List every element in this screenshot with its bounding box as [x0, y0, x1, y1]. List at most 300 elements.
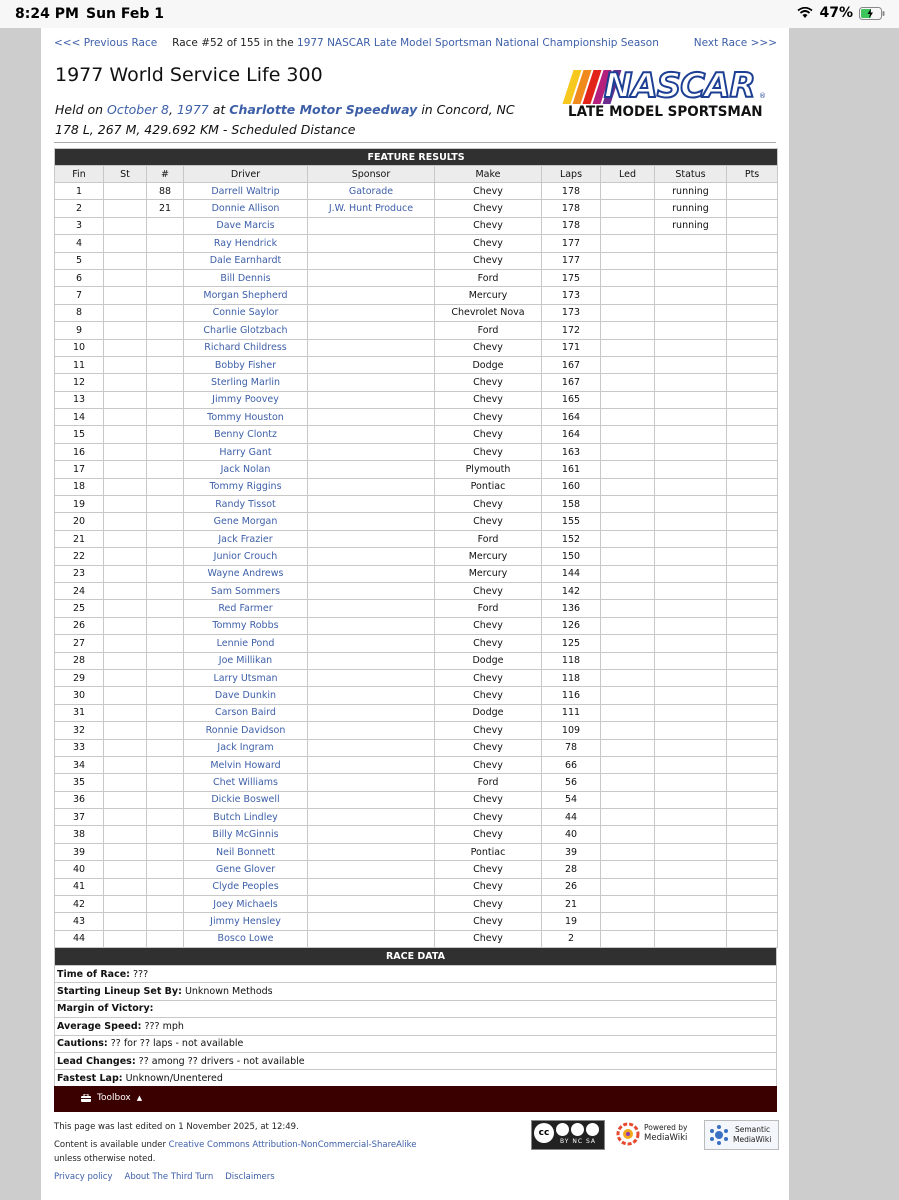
make-cell: Chevy	[435, 756, 542, 773]
driver-link[interactable]: Bill Dennis	[184, 269, 308, 286]
points-cell	[727, 183, 778, 200]
table-row	[55, 287, 778, 304]
laps-cell: 116	[542, 687, 601, 704]
status-cell	[655, 235, 727, 252]
car-number-cell	[147, 374, 184, 391]
finish-cell: 13	[55, 391, 104, 408]
laps-cell: 172	[542, 322, 601, 339]
smw-text-2: MediaWiki	[733, 1135, 772, 1144]
table-row	[55, 913, 778, 930]
driver-link[interactable]: Bosco Lowe	[184, 930, 308, 947]
laps-cell: 26	[542, 878, 601, 895]
points-cell	[727, 878, 778, 895]
car-number-cell	[147, 809, 184, 826]
status-cell	[655, 548, 727, 565]
make-cell: Pontiac	[435, 478, 542, 495]
start-cell	[104, 391, 147, 408]
status-cell	[655, 600, 727, 617]
driver-link[interactable]: Joey Michaels	[184, 896, 308, 913]
finish-cell: 40	[55, 861, 104, 878]
race-data-cell	[55, 1018, 777, 1035]
season-link[interactable]: 1977 NASCAR Late Model Sportsman National Championship Season	[297, 37, 659, 49]
points-cell	[727, 461, 778, 478]
table-row	[55, 548, 778, 565]
sponsor-link	[308, 565, 435, 582]
led-cell	[601, 739, 655, 756]
driver-link[interactable]: Sam Sommers	[184, 582, 308, 599]
status-cell	[655, 739, 727, 756]
sponsor-link	[308, 861, 435, 878]
toolbox-bar	[54, 1086, 777, 1112]
sponsor-link	[308, 252, 435, 269]
semantic-mediawiki-icon	[708, 1124, 730, 1146]
status-cell	[655, 843, 727, 860]
driver-link[interactable]: Junior Crouch	[184, 548, 308, 565]
driver-link[interactable]: Jimmy Hensley	[184, 913, 308, 930]
footer-links	[54, 1172, 275, 1182]
column-header: Laps	[542, 166, 601, 183]
driver-link[interactable]: Gene Glover	[184, 861, 308, 878]
car-number-cell	[147, 582, 184, 599]
driver-link[interactable]: Darrell Waltrip	[184, 183, 308, 200]
led-cell	[601, 600, 655, 617]
column-header: Fin	[55, 166, 104, 183]
sponsor-link	[308, 304, 435, 321]
driver-link[interactable]: Carson Baird	[184, 704, 308, 721]
held-sep: ,	[168, 102, 173, 117]
led-cell	[601, 391, 655, 408]
race-data-cell	[55, 1000, 777, 1017]
led-cell	[601, 704, 655, 721]
finish-cell: 26	[55, 617, 104, 634]
car-number-cell	[147, 878, 184, 895]
driver-link[interactable]: Donnie Allison	[184, 200, 308, 217]
finish-cell: 25	[55, 600, 104, 617]
make-cell: Chevy	[435, 339, 542, 356]
driver-link[interactable]: Sterling Marlin	[184, 374, 308, 391]
driver-link[interactable]: Dickie Boswell	[184, 791, 308, 808]
driver-link[interactable]: Lennie Pond	[184, 635, 308, 652]
table-row	[55, 269, 778, 286]
sponsor-link	[308, 722, 435, 739]
race-navigation	[54, 37, 777, 51]
race-data-value: ?? for ?? laps - not available	[110, 1038, 244, 1050]
points-cell	[727, 791, 778, 808]
driver-link[interactable]: Dave Marcis	[184, 217, 308, 234]
race-data-label: Fastest Lap:	[57, 1073, 123, 1085]
date-link[interactable]: October 8	[107, 102, 169, 117]
laps-cell: 56	[542, 774, 601, 791]
car-number-cell	[147, 687, 184, 704]
sponsor-link	[308, 600, 435, 617]
start-cell	[104, 217, 147, 234]
sponsor-link	[308, 513, 435, 530]
car-number-cell	[147, 461, 184, 478]
driver-link[interactable]: Billy McGinnis	[184, 826, 308, 843]
by-icon	[556, 1123, 569, 1136]
make-cell: Mercury	[435, 548, 542, 565]
car-number-cell	[147, 843, 184, 860]
finish-cell: 44	[55, 930, 104, 947]
laps-cell: 164	[542, 426, 601, 443]
led-cell	[601, 356, 655, 373]
race-data-cell	[55, 1052, 777, 1069]
status-cell	[655, 896, 727, 913]
make-cell: Chevy	[435, 513, 542, 530]
make-cell: Ford	[435, 530, 542, 547]
laps-cell: 40	[542, 826, 601, 843]
make-cell: Chevy	[435, 896, 542, 913]
start-cell	[104, 409, 147, 426]
race-data-value: Unknown Methods	[184, 986, 273, 998]
laps-cell: 28	[542, 861, 601, 878]
sponsor-link	[308, 791, 435, 808]
driver-link[interactable]: Jack Nolan	[184, 461, 308, 478]
wifi-icon	[797, 7, 813, 19]
led-cell	[601, 878, 655, 895]
make-cell: Dodge	[435, 704, 542, 721]
race-position-text: Race #52 of 155 in the	[172, 37, 294, 49]
finish-cell: 33	[55, 739, 104, 756]
driver-link[interactable]: Clyde Peoples	[184, 878, 308, 895]
logo-registered: ®	[759, 92, 766, 100]
finish-cell: 28	[55, 652, 104, 669]
points-cell	[727, 896, 778, 913]
points-cell	[727, 756, 778, 773]
laps-cell: 144	[542, 565, 601, 582]
status-cell	[655, 652, 727, 669]
status-cell	[655, 513, 727, 530]
points-cell	[727, 861, 778, 878]
table-row	[55, 704, 778, 721]
points-cell	[727, 809, 778, 826]
start-cell	[104, 496, 147, 513]
cc-license-badge[interactable]	[531, 1120, 605, 1150]
status-cell	[655, 409, 727, 426]
race-data-body	[55, 966, 777, 1088]
sponsor-link	[308, 826, 435, 843]
disclaimers-link[interactable]: Disclaimers	[225, 1172, 275, 1182]
table-row	[55, 409, 778, 426]
car-number-cell	[147, 791, 184, 808]
driver-link[interactable]: Bobby Fisher	[184, 356, 308, 373]
status-cell	[655, 722, 727, 739]
points-cell	[727, 774, 778, 791]
driver-link[interactable]: Larry Utsman	[184, 669, 308, 686]
finish-cell: 5	[55, 252, 104, 269]
make-cell: Chevy	[435, 443, 542, 460]
license-prefix: Content is available under	[54, 1140, 166, 1150]
race-data-value: ??? mph	[144, 1020, 184, 1032]
car-number-cell	[147, 739, 184, 756]
driver-link[interactable]: Dave Dunkin	[184, 687, 308, 704]
start-cell	[104, 530, 147, 547]
race-data-row	[55, 1018, 777, 1035]
driver-link[interactable]: Dale Earnhardt	[184, 252, 308, 269]
driver-link[interactable]: Tommy Houston	[184, 409, 308, 426]
held-prefix: Held on	[55, 102, 104, 117]
semantic-mediawiki-badge[interactable]	[704, 1120, 779, 1150]
make-cell: Dodge	[435, 652, 542, 669]
laps-cell: 19	[542, 913, 601, 930]
car-number-cell	[147, 548, 184, 565]
laps-cell: 78	[542, 739, 601, 756]
start-cell	[104, 617, 147, 634]
driver-link[interactable]: Melvin Howard	[184, 756, 308, 773]
next-race-link[interactable]: Next Race >>>	[693, 37, 777, 49]
finish-cell: 36	[55, 791, 104, 808]
car-number-cell	[147, 722, 184, 739]
led-cell	[601, 913, 655, 930]
status-cell	[655, 391, 727, 408]
race-data-label: Time of Race:	[57, 968, 130, 980]
table-row	[55, 617, 778, 634]
status-cell	[655, 339, 727, 356]
logo-nascar-text: NASCAR	[604, 66, 755, 106]
sponsor-link	[308, 217, 435, 234]
laps-cell: 2	[542, 930, 601, 947]
finish-cell: 2	[55, 200, 104, 217]
driver-link[interactable]: Charlie Glotzbach	[184, 322, 308, 339]
powered-by-mediawiki-badge[interactable]	[616, 1120, 694, 1148]
sponsor-link	[308, 913, 435, 930]
start-cell	[104, 461, 147, 478]
led-cell	[601, 252, 655, 269]
license-link[interactable]: Creative Commons Attribution-NonCommercial-ShareAlike	[168, 1140, 417, 1150]
start-cell	[104, 774, 147, 791]
finish-cell: 18	[55, 478, 104, 495]
points-cell	[727, 322, 778, 339]
driver-link[interactable]: Jack Frazier	[184, 530, 308, 547]
make-cell: Pontiac	[435, 843, 542, 860]
table-row	[55, 339, 778, 356]
led-cell	[601, 548, 655, 565]
led-cell	[601, 669, 655, 686]
driver-link[interactable]: Red Farmer	[184, 600, 308, 617]
start-cell	[104, 287, 147, 304]
table-row	[55, 513, 778, 530]
start-cell	[104, 356, 147, 373]
make-cell: Chevy	[435, 496, 542, 513]
sponsor-link	[308, 635, 435, 652]
led-cell	[601, 496, 655, 513]
finish-cell: 43	[55, 913, 104, 930]
table-row	[55, 391, 778, 408]
results-column-headers	[55, 166, 778, 183]
sponsor-link	[308, 617, 435, 634]
car-number-cell	[147, 565, 184, 582]
driver-link[interactable]: Ronnie Davidson	[184, 722, 308, 739]
start-cell	[104, 913, 147, 930]
status-cell	[655, 878, 727, 895]
finish-cell: 23	[55, 565, 104, 582]
sponsor-link	[308, 409, 435, 426]
make-cell: Chevy	[435, 809, 542, 826]
led-cell	[601, 635, 655, 652]
sponsor-link	[308, 443, 435, 460]
start-cell	[104, 200, 147, 217]
race-data-label: Cautions:	[57, 1038, 108, 1050]
status-cell: running	[655, 200, 727, 217]
car-number-cell	[147, 756, 184, 773]
make-cell: Chevy	[435, 826, 542, 843]
mw-name-text: MediaWiki	[644, 1133, 688, 1143]
status-cell	[655, 496, 727, 513]
driver-link[interactable]: Morgan Shepherd	[184, 287, 308, 304]
driver-link[interactable]: Jack Ingram	[184, 739, 308, 756]
points-cell	[727, 478, 778, 495]
driver-link[interactable]: Tommy Robbs	[184, 617, 308, 634]
laps-cell: 155	[542, 513, 601, 530]
track-link[interactable]: Charlotte Motor Speedway	[229, 102, 418, 117]
finish-cell: 37	[55, 809, 104, 826]
laps-cell: 152	[542, 530, 601, 547]
laps-cell: 126	[542, 617, 601, 634]
column-header: Status	[655, 166, 727, 183]
points-cell	[727, 826, 778, 843]
status-date: Sun Feb 1	[86, 6, 165, 22]
points-cell	[727, 548, 778, 565]
finish-cell: 19	[55, 496, 104, 513]
start-cell	[104, 339, 147, 356]
table-row	[55, 826, 778, 843]
start-cell	[104, 843, 147, 860]
sponsor-link[interactable]: Gatorade	[308, 183, 435, 200]
car-number-cell	[147, 409, 184, 426]
start-cell	[104, 809, 147, 826]
sponsor-link	[308, 687, 435, 704]
points-cell	[727, 287, 778, 304]
driver-link[interactable]: Harry Gant	[184, 443, 308, 460]
sponsor-link	[308, 287, 435, 304]
toolbox-label: Toolbox	[97, 1093, 131, 1103]
laps-cell: 177	[542, 252, 601, 269]
sponsor-link[interactable]: J.W. Hunt Produce	[308, 200, 435, 217]
status-cell	[655, 913, 727, 930]
driver-link[interactable]: Tommy Riggins	[184, 478, 308, 495]
column-header: Pts	[727, 166, 778, 183]
privacy-policy-link[interactable]: Privacy policy	[54, 1172, 113, 1182]
make-cell: Ford	[435, 322, 542, 339]
make-cell: Chevy	[435, 913, 542, 930]
led-cell	[601, 409, 655, 426]
mediawiki-flower-icon	[616, 1122, 640, 1146]
car-number-cell	[147, 426, 184, 443]
driver-link[interactable]: Wayne Andrews	[184, 565, 308, 582]
status-right	[797, 5, 885, 21]
points-cell	[727, 409, 778, 426]
points-cell	[727, 652, 778, 669]
status-cell	[655, 930, 727, 947]
sponsor-link	[308, 652, 435, 669]
previous-race-link[interactable]: <<< Previous Race	[54, 37, 158, 49]
toolbox-button[interactable]	[81, 1093, 142, 1103]
wiki-page	[41, 28, 789, 1200]
table-row	[55, 878, 778, 895]
led-cell	[601, 530, 655, 547]
led-cell	[601, 843, 655, 860]
laps-cell: 178	[542, 183, 601, 200]
status-cell	[655, 461, 727, 478]
status-cell	[655, 861, 727, 878]
led-cell	[601, 304, 655, 321]
driver-link[interactable]: Ray Hendrick	[184, 235, 308, 252]
driver-link[interactable]: Benny Clontz	[184, 426, 308, 443]
car-number-cell	[147, 861, 184, 878]
driver-link[interactable]: Randy Tissot	[184, 496, 308, 513]
table-row	[55, 739, 778, 756]
race-data-row	[55, 966, 777, 983]
sponsor-link	[308, 809, 435, 826]
points-cell	[727, 513, 778, 530]
driver-link[interactable]: Chet Williams	[184, 774, 308, 791]
points-cell	[727, 269, 778, 286]
about-link[interactable]: About The Third Turn	[124, 1172, 214, 1182]
sponsor-link	[308, 669, 435, 686]
led-cell	[601, 722, 655, 739]
page-title: 1977 World Service Life 300	[55, 64, 323, 86]
race-data-row	[55, 983, 777, 1000]
year-link[interactable]: 1977	[176, 102, 209, 117]
laps-cell: 160	[542, 478, 601, 495]
laps-cell: 125	[542, 635, 601, 652]
led-cell	[601, 322, 655, 339]
sponsor-link	[308, 756, 435, 773]
logo-subtitle: LATE MODEL SPORTSMAN	[568, 104, 763, 120]
finish-cell: 34	[55, 756, 104, 773]
sponsor-link	[308, 739, 435, 756]
race-position	[54, 37, 777, 49]
sponsor-link	[308, 426, 435, 443]
finish-cell: 15	[55, 426, 104, 443]
table-row	[55, 200, 778, 217]
finish-cell: 1	[55, 183, 104, 200]
car-number-cell	[147, 356, 184, 373]
start-cell	[104, 704, 147, 721]
sponsor-link	[308, 930, 435, 947]
led-cell	[601, 826, 655, 843]
driver-link[interactable]: Joe Millikan	[184, 652, 308, 669]
points-cell	[727, 443, 778, 460]
make-cell: Chevy	[435, 791, 542, 808]
status-cell	[655, 443, 727, 460]
status-cell	[655, 826, 727, 843]
held-location: in Concord, NC	[421, 102, 515, 117]
make-cell: Chevy	[435, 409, 542, 426]
finish-cell: 8	[55, 304, 104, 321]
laps-cell: 44	[542, 809, 601, 826]
finish-cell: 42	[55, 896, 104, 913]
driver-link[interactable]: Gene Morgan	[184, 513, 308, 530]
start-cell	[104, 687, 147, 704]
laps-cell: 118	[542, 669, 601, 686]
driver-link[interactable]: Jimmy Poovey	[184, 391, 308, 408]
driver-link[interactable]: Richard Childress	[184, 339, 308, 356]
driver-link[interactable]: Connie Saylor	[184, 304, 308, 321]
points-cell	[727, 913, 778, 930]
make-cell: Chevy	[435, 669, 542, 686]
laps-cell: 173	[542, 287, 601, 304]
status-cell: running	[655, 217, 727, 234]
driver-link[interactable]: Butch Lindley	[184, 809, 308, 826]
car-number-cell	[147, 774, 184, 791]
car-number-cell	[147, 287, 184, 304]
laps-cell: 150	[542, 548, 601, 565]
license-suffix: unless otherwise noted.	[54, 1154, 156, 1164]
table-row	[55, 652, 778, 669]
driver-link[interactable]: Neil Bonnett	[184, 843, 308, 860]
laps-cell: 21	[542, 896, 601, 913]
